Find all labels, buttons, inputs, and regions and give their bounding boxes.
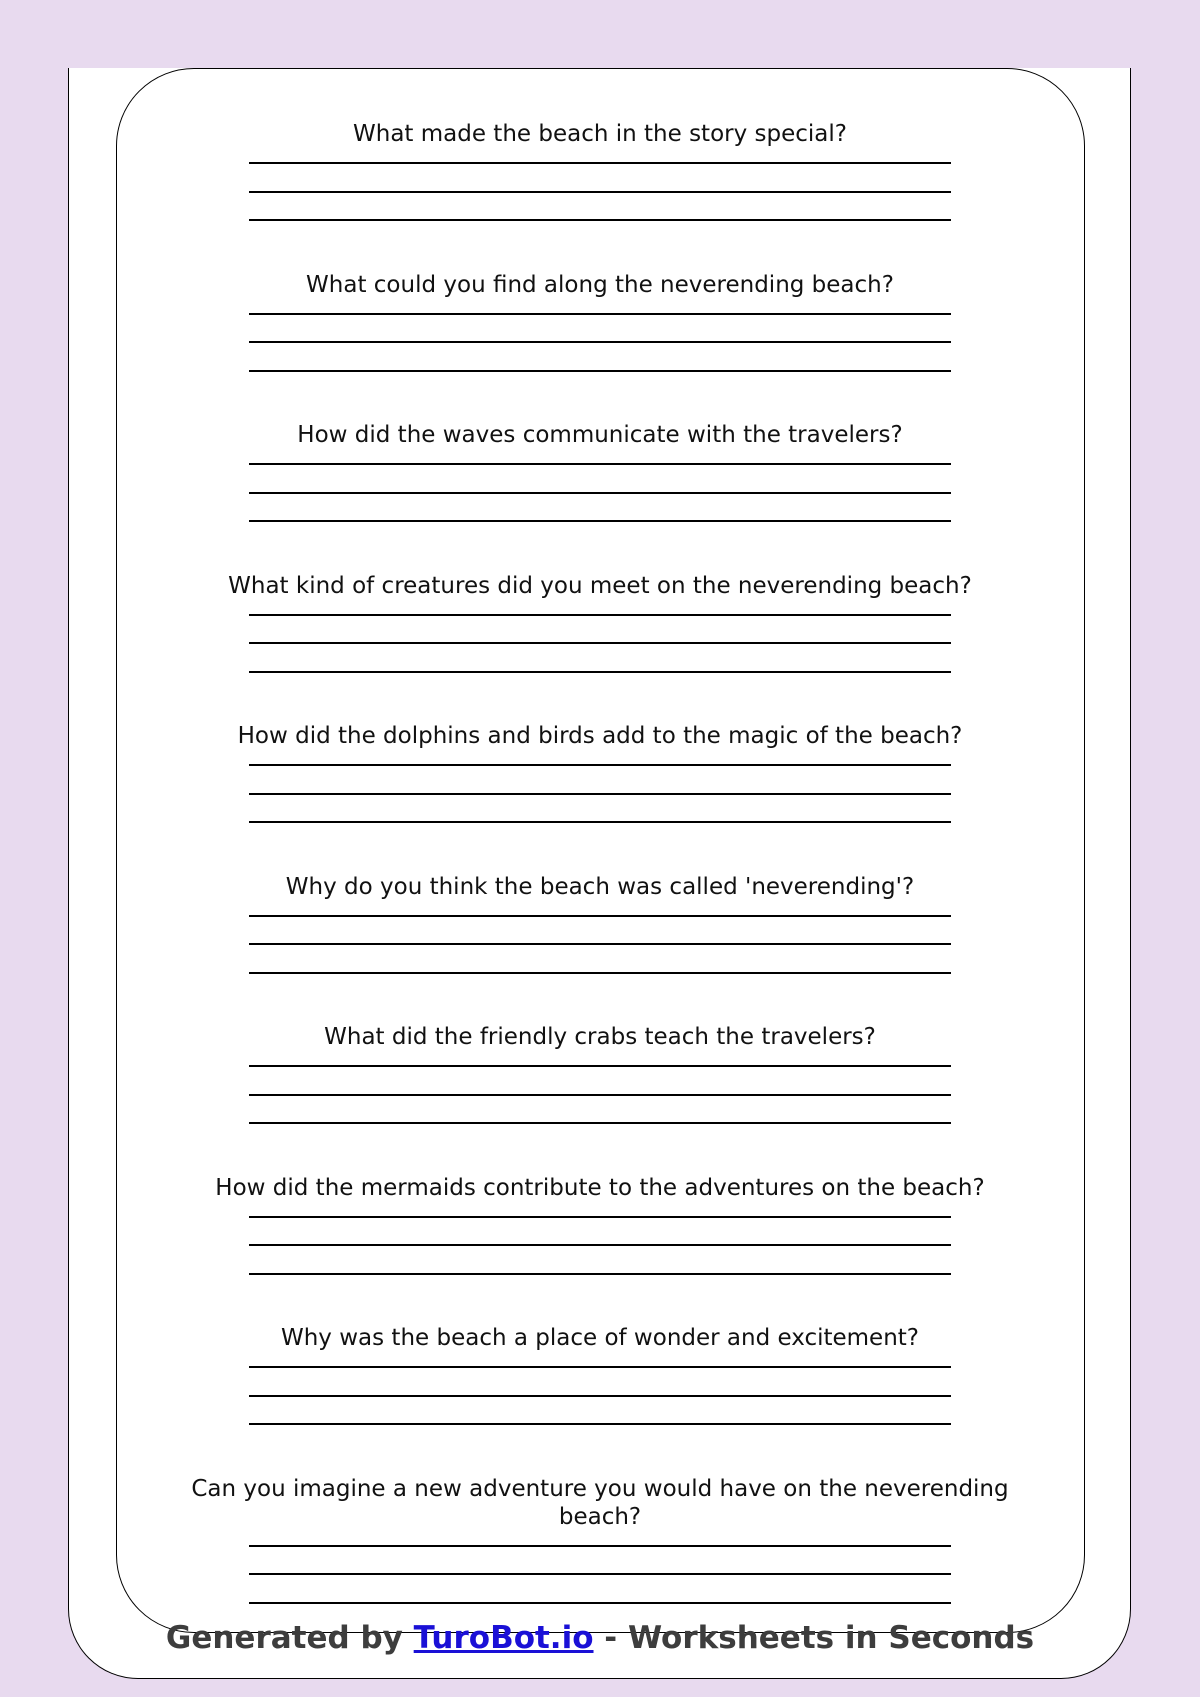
question-item (140, 1475, 1060, 1626)
answer-line (249, 764, 951, 766)
answer-line (249, 219, 951, 221)
answer-lines (249, 1366, 951, 1425)
question-list (140, 120, 1060, 1625)
question-text: How did the waves communicate with the travelers? (297, 422, 903, 448)
answer-lines (249, 1065, 951, 1124)
answer-line (249, 463, 951, 465)
question-text: Why do you think the beach was called 'neverending'? (285, 873, 915, 900)
answer-lines (249, 1216, 951, 1275)
answer-lines (249, 313, 951, 372)
answer-line (249, 793, 951, 795)
answer-line (249, 1366, 951, 1368)
footer-credit (0, 1620, 1200, 1656)
question-item (140, 1324, 1060, 1475)
question-text: What could you find along the neverending beach? (306, 271, 894, 298)
footer-suffix: - Worksheets in Seconds (593, 1620, 1035, 1656)
answer-line (249, 1423, 951, 1425)
question-item (140, 271, 1060, 422)
answer-line (249, 1602, 951, 1604)
answer-line (249, 1094, 951, 1096)
answer-line (249, 671, 951, 673)
question-item (140, 873, 1060, 1024)
answer-line (249, 642, 951, 644)
answer-line (249, 1395, 951, 1397)
answer-line (249, 821, 951, 823)
question-text: Can you imagine a new adventure you would have on the neverending beach? (191, 1475, 1009, 1530)
answer-lines (249, 1545, 951, 1604)
answer-lines (249, 162, 951, 221)
answer-line (249, 1122, 951, 1124)
answer-line (249, 370, 951, 372)
answer-line (249, 614, 951, 616)
turobot-link[interactable]: TuroBot.io (413, 1620, 594, 1656)
answer-lines (249, 463, 951, 522)
answer-lines (249, 915, 951, 974)
question-text: What did the friendly crabs teach the travelers? (324, 1024, 876, 1050)
answer-lines (249, 614, 951, 673)
question-item (140, 1023, 1060, 1174)
answer-line (249, 1216, 951, 1218)
question-text: How did the dolphins and birds add to the magic of the beach? (237, 723, 963, 749)
answer-line (249, 1273, 951, 1275)
question-text: What kind of creatures did you meet on the neverending beach? (228, 572, 972, 599)
question-text: What made the beach in the story special? (353, 121, 847, 147)
question-item (140, 572, 1060, 723)
answer-line (249, 191, 951, 193)
answer-line (249, 915, 951, 917)
question-item (140, 421, 1060, 572)
question-text: How did the mermaids contribute to the adventures on the beach? (215, 1174, 985, 1201)
question-item (140, 1174, 1060, 1325)
answer-line (249, 1573, 951, 1575)
answer-lines (249, 764, 951, 823)
answer-line (249, 162, 951, 164)
answer-line (249, 1244, 951, 1246)
answer-line (249, 943, 951, 945)
answer-line (249, 492, 951, 494)
answer-line (249, 341, 951, 343)
question-item (140, 722, 1060, 873)
answer-line (249, 972, 951, 974)
answer-line (249, 1545, 951, 1547)
question-item (140, 120, 1060, 271)
answer-line (249, 520, 951, 522)
answer-line (249, 313, 951, 315)
footer-prefix: Generated by (165, 1620, 414, 1656)
question-text: Why was the beach a place of wonder and excitement? (280, 1325, 920, 1351)
answer-line (249, 1065, 951, 1067)
